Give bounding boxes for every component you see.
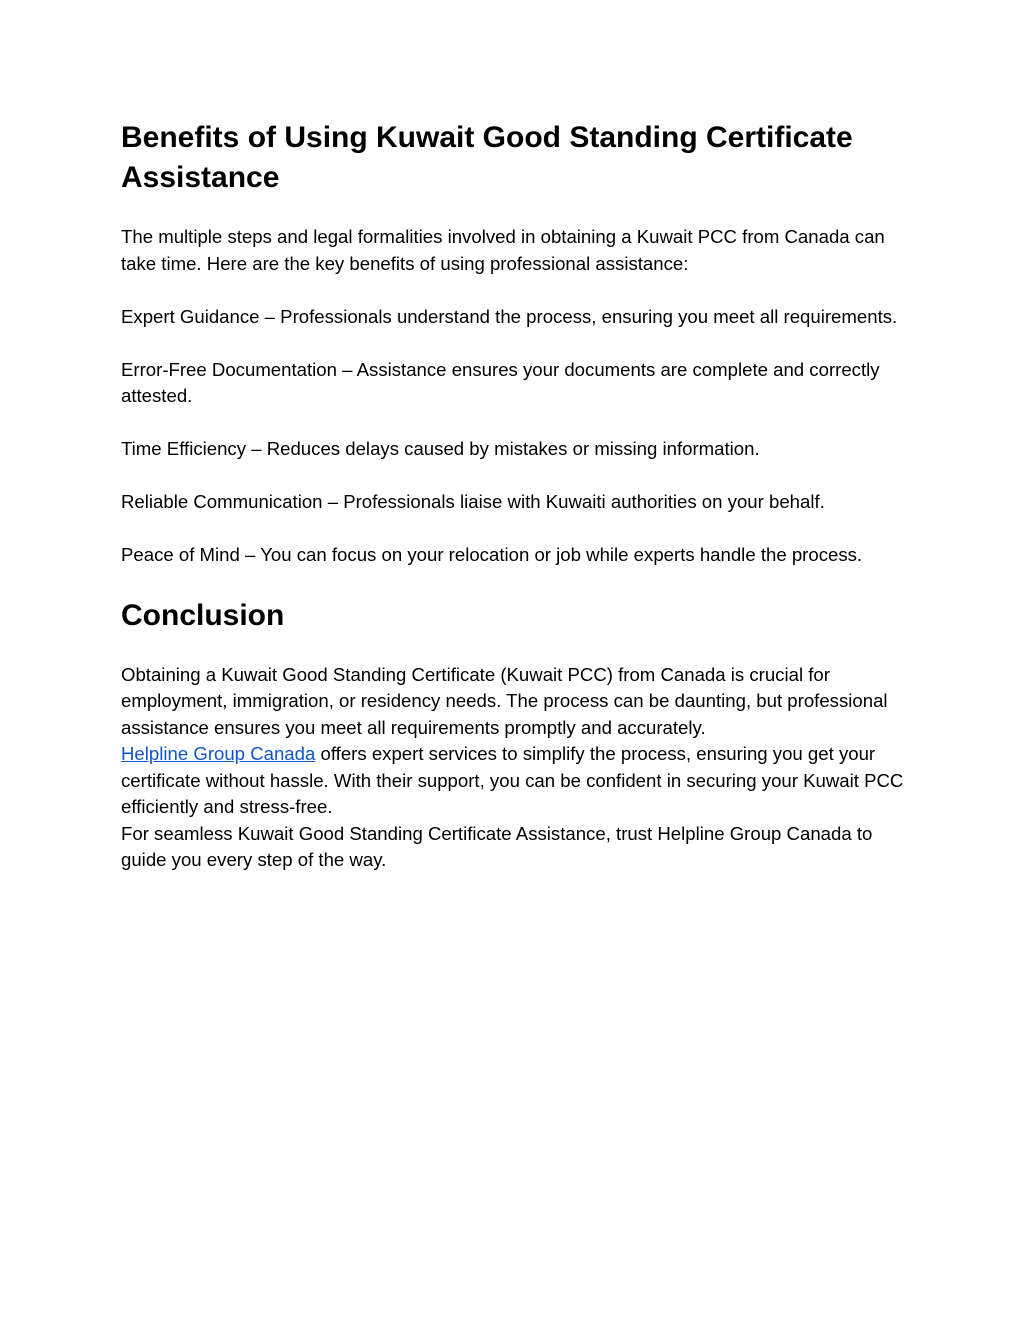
conclusion-paragraph-after-link: offers expert services to simplify the process, ensuring you get your certificate without hassle. With their support, you can be confident in securing your Kuwait PCC efficiently and stress-free. xyxy=(121,743,904,817)
conclusion-paragraph xyxy=(121,662,911,874)
benefit-error-free-documentation: Error-Free Documentation – Assistance ensures your documents are complete and correctly attested. xyxy=(121,358,880,406)
helpline-group-canada-link[interactable]: Helpline Group Canada xyxy=(121,743,316,764)
benefits-heading: Benefits of Using Kuwait Good Standing Certificate Assistance xyxy=(121,121,853,194)
conclusion-paragraph-start: Obtaining a Kuwait Good Standing Certificate (Kuwait PCC) from Canada is crucial for employment, immigration, or residency needs. The process can be daunting, but professional assistance ensures you meet all requirements promptly and accurately. xyxy=(121,663,888,738)
document-page xyxy=(121,118,911,874)
benefits-intro: The multiple steps and legal formalities involved in obtaining a Kuwait PCC from Canada can take time. Here are the key benefits of using professional assistance: xyxy=(121,226,885,274)
benefit-time-efficiency: Time Efficiency – Reduces delays caused by mistakes or missing information. xyxy=(121,438,760,459)
conclusion-closing: For seamless Kuwait Good Standing Certificate Assistance, trust Helpline Group Canada to guide you every step of the way. xyxy=(121,822,873,870)
conclusion-heading: Conclusion xyxy=(121,598,285,632)
benefit-reliable-communication: Reliable Communication – Professionals liaise with Kuwaiti authorities on your behalf. xyxy=(121,491,825,512)
benefit-peace-of-mind: Peace of Mind – You can focus on your relocation or job while experts handle the process. xyxy=(121,544,863,565)
benefit-expert-guidance: Expert Guidance – Professionals understand the process, ensuring you meet all requirements. xyxy=(121,305,898,327)
